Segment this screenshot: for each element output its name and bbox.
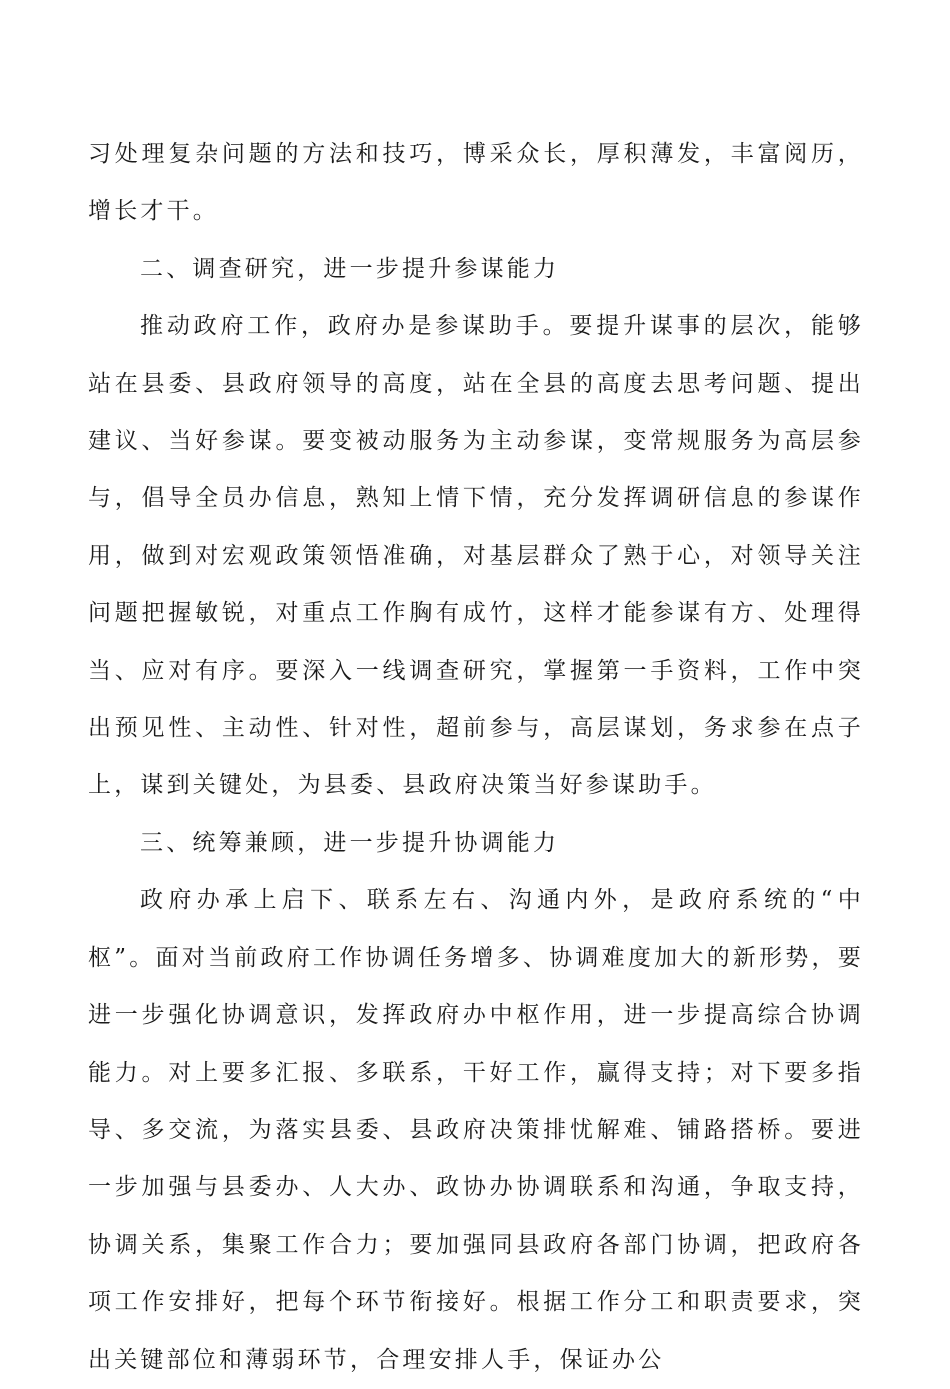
paragraph-coordination: 政府办承上启下、联系左右、沟通内外，是政府系统的“中枢”。面对当前政府工作协调任务增多、协调难度加大的新形势，要进一步强化协调意识，发挥政府办中枢作用，进一步提高综合协调能力。对上要多汇报、多联系，干好工作，赢得支持；对下要多指导、多交流，为落实县委、县政府决策排忧解难、铺路搭桥。要进一步加强与县委办、人大办、政协办协调联系和沟通，争取支持，协调关系，集聚工作合力；要加强同县政府各部门协调，把政府各项工作安排好，把每个环节衔接好。根据工作分工和职责要求，突出关键部位和薄弱环节，合理安排人手，保证办公 — [88, 887, 864, 1373]
section-heading-3: 三、统筹兼顾，进一步提升协调能力 — [140, 829, 560, 856]
section-heading-2: 二、调查研究，进一步提升参谋能力 — [140, 255, 560, 282]
paragraph-advisory: 推动政府工作，政府办是参谋助手。要提升谋事的层次，能够站在县委、县政府领导的高度，站在全县的高度去思考问题、提出建议、当好参谋。要变被动服务为主动参谋，变常规服务为高层参与，倡导全员办信息，熟知上情下情，充分发挥调研信息的参谋作用，做到对宏观政策领悟准确，对基层群众了熟于心，对领导关注问题把握敏锐，对重点工作胸有成竹，这样才能参谋有方、处理得当、应对有序。要深入一线调查研究，掌握第一手资料，工作中突出预见性、主动性、针对性，超前参与，高层谋划，务求参在点子上，谋到关键处，为县委、县政府决策当好参谋助手。 — [88, 313, 864, 799]
document-body — [88, 126, 864, 1389]
paragraph-continued: 习处理复杂问题的方法和技巧，博采众长，厚积薄发，丰富阅历，增长才干。 — [88, 141, 864, 225]
